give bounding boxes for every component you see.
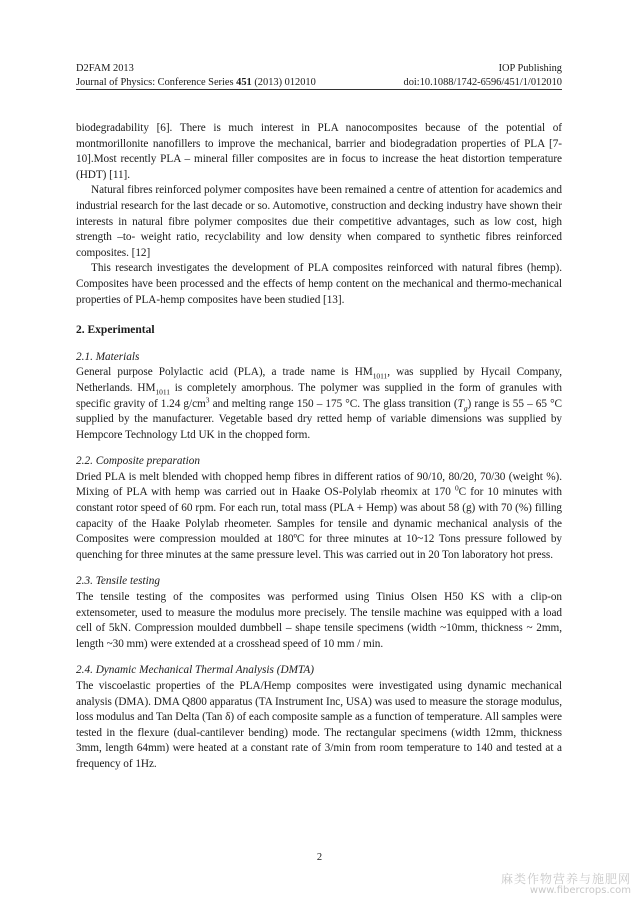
subsection-heading-materials: 2.1. Materials — [76, 350, 140, 363]
journal-year-article: (2013) 012010 — [251, 77, 316, 88]
subsection-heading-tensile-testing: 2.3. Tensile testing — [76, 575, 160, 588]
materials-paragraph: General purpose Polylactic acid (PLA), a trade name is $HM_{1011}$, was supplied by Hycail Company, Netherlands. $HM_{1011}$ is completely amorphous. The polymer was supplied in the form of granules with specific gravity of 1.24 $g/cm^3$ and melting range 150 – 175 °C. The glass transition $(T_g)$ range is 55 – 65 °C supplied by the manufacturer. Vegetable based dry retted hemp of variable dimensions was supplied by Hempcore Technology Ltd UK in the chopped form. — [76, 366, 563, 441]
journal-name: Journal of Physics: Conference Series — [76, 77, 237, 88]
doi: doi:10.1088/1742-6596/451/1/012010 — [403, 77, 562, 88]
watermark — [501, 873, 631, 897]
paper-body — [76, 121, 562, 773]
conference-name: D2FAM 2013 — [76, 63, 134, 74]
journal-volume: 451 — [236, 77, 252, 88]
header-rule — [76, 89, 562, 90]
subsection-heading-dmta: 2.4. Dynamic Mechanical Thermal Analysis (DMTA) — [76, 664, 314, 677]
composite-preparation-paragraph: Dried PLA is melt blended with chopped hemp fibres in different ratios of 90/10, 80/20, 70/30 (weight %). Mixing of PLA with hemp was carried out in Haake OS-Polylab rheomix at 170 $^0$C for 10 minutes with constant rotor speed of 60 rpm. For each run, total mass (PLA + Hemp) was about 58 (g) with 70 (%) filling capacity of the Haake Polylab rheometer. Samples for tensile and dynamic mechanical analysis of the Composites were compression moulded at 180ºC for three minutes at 10~12 Tons pressure followed by quenching for three minutes at the same pressure level. This was carried out in 20 Ton laboratory hot press. — [76, 470, 562, 561]
subsection-heading-composite-preparation: 2.2. Composite preparation — [76, 455, 200, 468]
tensile-testing-paragraph: The tensile testing of the composites was performed using Tinius Olsen H50 KS with a clip-on extensometer, used to measure the modulus more precisely. The tensile machine was equipped with a load cell of 5kN. Compression moulded dumbbell – shape tensile specimens (width ~10mm, thickness ~ 2mm, length ~30 mm) were extended at a crosshead speed of 10 mm / min. — [76, 591, 562, 650]
intro-paragraph-2: Natural fibres reinforced polymer composites have been remained a centre of attention for academics and industrial research for the last decade or so. Automotive, construction and decking industry have shown their interests in natural fibre polymer composites due their competitive advantages, such as low cost, high strength –to- weight ratio, recyclability and low density when compared to synthetic fibres reinforced composites. [12] — [76, 184, 562, 259]
intro-paragraph-1: biodegradability [6]. There is much interest in PLA nanocomposites because of the potential of montmorillonite nanofillers to improve the mechanical, barrier and biodegradation properties of PLA [7-10].Most recently PLA – mineral filler composites are in focus to increase the heat distortion temperature (HDT) [11]. — [76, 122, 562, 181]
section-heading-experimental: 2. Experimental — [76, 324, 155, 337]
journal-citation — [76, 76, 316, 89]
dmta-paragraph: The viscoelastic properties of the PLA/Hemp composites were investigated using dynamic mechanical analysis (DMA). DMA Q800 apparatus (TA Instrument Inc, USA) was used to measure the storage modulus, loss modulus and Tan Delta (Tan δ) of each composite sample as a function of temperature. All samples were tested in the flexure (dual-cantilever bending) mode. The rectangular specimens (width 12mm, thickness 3mm, length 64mm) were heated at a constant rate of 3/min from room temperature to 140 and tested at a frequency of 1Hz. — [76, 680, 562, 770]
watermark-url: www.fibercrops.com — [529, 885, 631, 896]
publisher-name: IOP Publishing — [498, 63, 562, 74]
page-number: 2 — [316, 852, 323, 863]
intro-paragraph-3: This research investigates the development of PLA composites reinforced with natural fibres (hemp). Composites have been processed and the effects of hemp content on the mechanical and thermo-mechanical properties of PLA-hemp composites have been studied [13]. — [76, 262, 562, 306]
watermark-site-name: 麻类作物营养与施肥网 — [500, 872, 631, 886]
